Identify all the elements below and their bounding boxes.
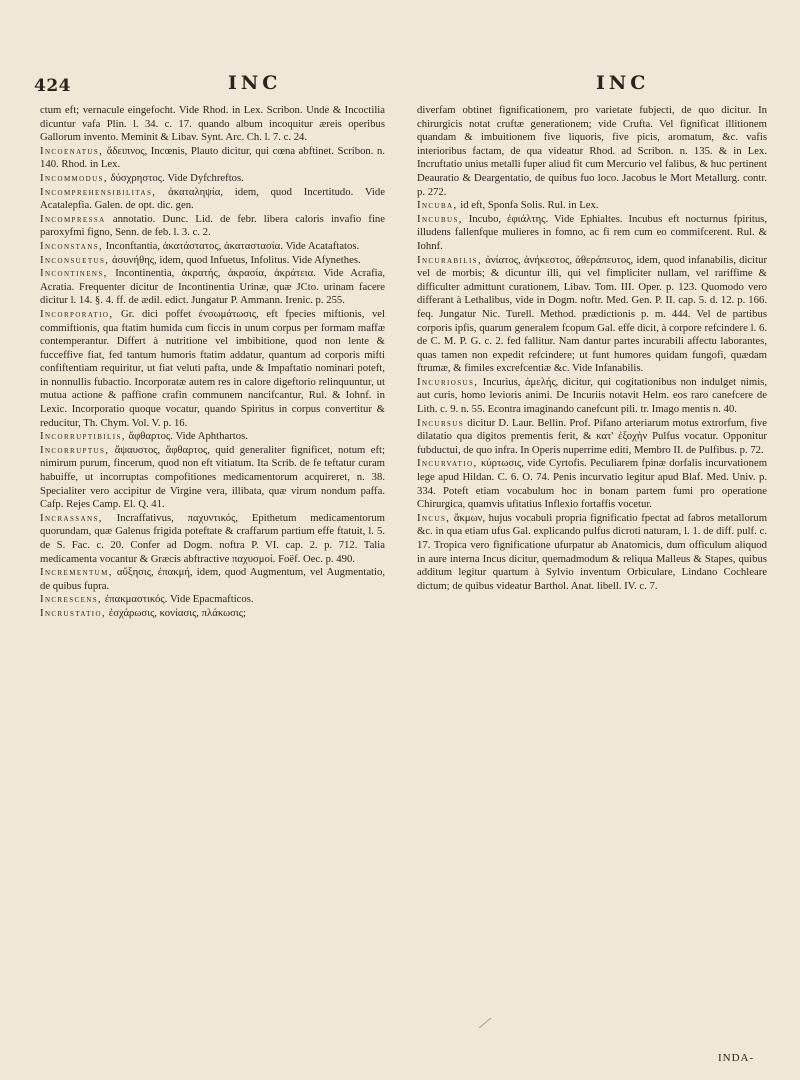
entry-text: κύρτωσις, vide Cyrtofis. Peculiarem fpinæ dorfalis incurvationem lege apud Hildan. C. 6. O. 74. Penis incurvatio legitur apud Blaf. Med. Univ. p. 334. Poteft etiam vocabulum hoc in bonam partem fumi pro operatione Chirurgica, quamvis ufitatius Inflexio fortaffis vocetur. <box>417 457 768 511</box>
entry-headword: Incorruptus, <box>40 443 110 456</box>
entry-headword: Inconsuetus, <box>40 253 110 266</box>
entry-headword: Incoenatus, <box>40 144 104 157</box>
entry-headword: Incubus, <box>417 212 463 225</box>
entry-text: id eft, Sponfa Solis. Rul. in Lex. <box>460 199 599 212</box>
dictionary-entry <box>40 254 385 268</box>
entry-text: Gr. dici poffet ἐνσωμάτωσις, eft fpecies miftionis, vel commiftionis, qua ftatim humida cum ficcis in unum corpus per formam maffæ contemperantur. Differt à nutritione vel imbibitione, quod non lente & fucceffive fiat, fed tantum humoris ftatim addatur, quantum ad corporis mifti confiftentiam requiritur, ut fiat veluti pafta, unde & Impaftatio nominari poteft, in nonnullis fubactio. Incorporatæ autem res in calore digeftorio relinquuntur, ut mutua actione & paffione crafin communem nancifcantur, Rul. & Iohnf. in Lexic. Incorporatio quoque vocatur, quando Spiritus in corpus convertitur & reducitur, Th. Chym. Vol. V. p. 16. <box>40 307 386 429</box>
entry-text: Incontinentia, ἀκρατής, ἀκρασία, ἀκράτεια. Vide Acrafia, Acratia. Frequenter dicitur de Incontinentia Urinæ, quæ JCto. urinam facere dicitur l. 14. §. 4. ff. de ædil. edict. Jungatur P. Ammann. Irenic. p. 255. <box>40 267 386 307</box>
entry-headword: Incuba, <box>417 199 458 212</box>
entry-text: ἀσυνήθης, idem, quod Infuetus, Infolitus. Vide Afynethes. <box>112 253 361 266</box>
dictionary-entry <box>40 593 385 607</box>
dictionary-entry <box>40 512 385 566</box>
entry-text: Incraffativus, παχυντικός, Epithetum medicamentorum quorundam, quæ Galenus frigida poteftate & craffarum partium effe ftatuit, l. 5. de S. Fac. c. 20. Confer ad Dogm. noftra P. VI. cap. 2. p. 712. Talia medicamenta vocantur & Græcis abftractive παχυσμοί. Foëf. Oec. p. 490. <box>40 511 385 565</box>
dictionary-entry <box>417 199 767 213</box>
entry-headword: Incrustatio, <box>40 606 107 619</box>
dictionary-entry <box>40 213 385 240</box>
entry-text: αὔξησις, ἐπακμή, idem, quod Augmentum, vel Augmentatio, de quibus fupra. <box>40 566 386 592</box>
entry-headword: Incommodus, <box>40 171 108 184</box>
entry-text: ἄψαυστος, ἄφθαρτος, quid generaliter fignificet, notum eft; nimirum purum, fincerum, quod non eft vitiatum. Ita Scrib. de fe teftatur curam habuiffe, ut incorruptas compofitiones medicamentorum acquireret, n. 38. Specialiter vero accipitur de Virgine vera, illibata, quæ virum nondum paffa. Cafp. Rejes Camp. El. Q. 41. <box>40 443 385 511</box>
catchword: INDA- <box>718 1052 755 1064</box>
entry-text: Inconftantia, ἀκατάστατος, ἀκαταστασία. Vide Acataftatos. <box>105 239 360 252</box>
entry-headword: Incrassans, <box>40 511 103 524</box>
entry-text: ἄκμων, hujus vocabuli propria fignificatio fpectat ad fabros metallorum &c. in qua etiam ufus Gal. explicando pulfus dicroti naturam, l. 1. de diff. pulf. c. 17. Tropica vero fignificatione ufurpatur ab Anatomicis, dum officulum aliquod in aure interna Incus dicitur, quemadmodum & reliqua Malleus & Stapes, quibus additum legitur quartum à Sylvio inventum Orbiculare, Lindano Cochleare dictum; de quibus videatur Barthol. Anat. libell. IV. c. 7. <box>417 511 768 592</box>
entry-text: annotatio. Dunc. Lid. de febr. libera caloris invafio fine paroxyfmi figno, Senn. de feb. l. 3. c. 2. <box>40 212 386 239</box>
dictionary-entry <box>40 566 385 593</box>
dictionary-entry <box>417 417 767 458</box>
dictionary-entry <box>40 172 385 186</box>
dictionary-entry <box>40 308 385 430</box>
dictionary-entry <box>40 430 385 444</box>
entry-headword: Incontinens, <box>40 267 108 280</box>
entry-headword: Incuriosus, <box>417 375 479 388</box>
dictionary-entry <box>40 240 385 254</box>
entry-headword: Incomprehensibilitas, <box>40 185 157 198</box>
dictionary-entry <box>417 254 767 376</box>
entry-text: Incurius, ἀμελής, dicitur, qui cogitationibus non indulget nimis, aut curis, homo levioris animi. De Incuriis notavit Helm. eos raro canefcere de Lith. c. 9. n. 55. Econtra imaginando canefcunt pili. tr. Imago mentis n. 40. <box>417 375 767 416</box>
entry-headword: Increscens, <box>40 593 103 606</box>
entry-headword: Inconstans, <box>40 239 104 252</box>
entry-text: ἀνίατος, ἀνήκεστος, ἀθεράπευτος, idem, quod infanabilis, dicitur vel de morbis; & dicuntur illi, qui vel fimpliciter nullam, vel rariffime & difficulter admittunt curationem, Libav. Tom. III. Oper. p. 123. Quomodo vero differant à Lethalibus, vide in Dogm. noftr. Med. Gen. P. II. cap. 5. d. 12. p. 166. feq. Jungatur Nic. Turell. Method. prædictionis p. m. 444. Vel de partibus corporis ipfis, quarum generalem fcopum Gal. effe dicit, à corpore refcindere l. 6. de C. M. P. G. c. 2. fed fallitur. Nam dantur partes incurabili affectu laborantes, quas tamen non expedit refcindere; ut funt humores quidam fungofi, quædam ftrumæ, & fimiles excrefcentiæ &c. Vide Infanabilis. <box>417 253 768 375</box>
entry-text: diverfam obtinet fignificationem, pro varietate fubjecti, de quo dicitur. In chirurgicis notat cruftæ generationem; vide Crufta. Vel fignificat illitionem quandam & imbuitionem five liquoris, five picis, aromatum, &c. vafis interioribus factam, de qua videatur Rhod. ad Scribon. n. 135. & in Lex. Incruftatio unius metalli fuper aliud fit cum Mercurio vel falibus, & huc pertinent Deauratio & Deargentatio, de quibus fuo loco. Jacobus le Mort Metallurg. contr. p. 272. <box>417 104 767 198</box>
entry-headword: Incorruptibilis, <box>40 430 126 443</box>
entry-headword: Incompressa <box>40 212 106 225</box>
right-column <box>417 104 767 593</box>
entry-headword: Incurabilis, <box>417 253 483 266</box>
entry-text: dicitur D. Laur. Bellin. Prof. Pifano arteriarum motus extrorfum, five dilatatio qua digitos prementis ferit, & κατ' ἐξοχὴν Pulfus vocatur. Opponitur fubductui, de quo infra. In Operis nuperrime editi, Membro II. de Pulfibus. p. 72. <box>417 416 767 456</box>
dictionary-entry <box>417 512 767 594</box>
entry-text: ἐπακμαστικός. Vide Epacmafticos. <box>104 593 254 606</box>
dictionary-entry <box>40 607 385 621</box>
running-head-left: INC <box>228 72 282 94</box>
entry-headword: Incurvatio, <box>417 457 478 470</box>
entry-text: ἄδειπνος, Incœnis, Plauto dicitur, qui cœna abftinet. Scribon. n. 140. Rhod. in Lex. <box>40 144 385 171</box>
dictionary-entry <box>417 457 767 511</box>
dictionary-entry <box>40 186 385 213</box>
entry-headword: Incus, <box>417 511 451 524</box>
entry-text: δύσχρηστος. Vide Dyfchreftos. <box>110 171 244 184</box>
entry-text: ἐσχάρωσις, κονίασις, πλάκωσις; <box>108 606 246 619</box>
dictionary-entry <box>417 213 767 254</box>
dictionary-entry <box>40 444 385 512</box>
entry-text: Incubo, ἐφιάλτης. Vide Ephialtes. Incubus eft nocturnus fpiritus, illudens fallenfque mulieres in fomno, ac fi rem cum eo commifcerent. Rul. & Iohnf. <box>417 212 768 252</box>
entry-headword: Incrementum, <box>40 566 113 579</box>
entry-text: ἄφθαρτος. Vide Aphthartos. <box>128 430 248 443</box>
entry-headword: Incorporatio, <box>40 307 114 320</box>
dictionary-entry <box>40 104 385 145</box>
left-column <box>40 104 385 621</box>
page-number: 424 <box>34 76 71 96</box>
pencil-mark <box>478 1017 492 1029</box>
page-header <box>28 72 772 98</box>
dictionary-entry <box>417 376 767 417</box>
entry-text: ctum eft; vernacule eingefocht. Vide Rhod. in Lex. Scribon. Unde & Incoctilia dicuntur vafa Plin. l. 34. c. 17. quando album incoquitur æreis operibus Gallorum invento. Meminit & Libav. Synt. Arc. Ch. l. 7. c. 24. <box>40 104 385 144</box>
dictionary-entry <box>40 145 385 172</box>
entry-headword: Incursus <box>417 416 465 429</box>
running-head-right: INC <box>596 72 650 94</box>
dictionary-entry <box>417 104 767 199</box>
dictionary-entry <box>40 267 385 308</box>
entry-text: ἀκαταληψία, idem, quod Incertitudo. Vide Acatalepfia. Galen. de opt. dic. gen. <box>40 185 385 212</box>
